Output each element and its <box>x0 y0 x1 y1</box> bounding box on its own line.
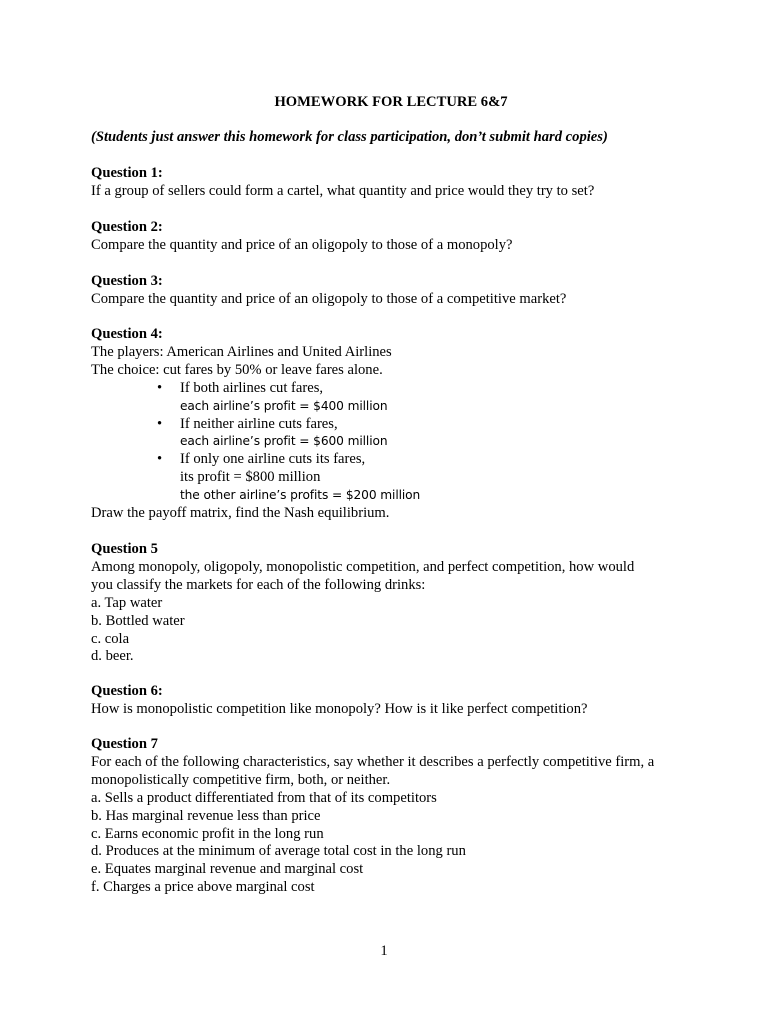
question-5-text-line-1: Among monopoly, oligopoly, monopolistic competition, and perfect competition, how would <box>91 558 635 575</box>
question-5 <box>91 541 691 666</box>
question-4-bullet-2 <box>91 416 691 452</box>
question-5-item-b: b. Bottled water <box>91 612 185 629</box>
question-7-item-b: b. Has marginal revenue less than price <box>91 807 321 824</box>
bullet-3-line-3: the other airline’s profits = $200 million <box>180 488 421 503</box>
document-subtitle: (Students just answer this homework for class participation, don’t submit hard copies) <box>91 129 608 145</box>
bullet-2-line-1: If neither airline cuts fares, <box>180 415 338 432</box>
question-7-item-a: a. Sells a product differentiated from that of its competitors <box>91 789 437 806</box>
bullet-1-line-2: each airline’s profit = $400 million <box>180 398 388 413</box>
question-7-item-f: f. Charges a price above marginal cost <box>91 879 315 896</box>
question-4-bullet-1 <box>91 380 691 416</box>
question-7-item-d: d. Produces at the minimum of average total cost in the long run <box>91 843 466 860</box>
question-7-item-e: e. Equates marginal revenue and marginal cost <box>91 861 364 878</box>
bullet-1-line-1: If both airlines cut fares, <box>180 379 324 396</box>
question-4-choice: The choice: cut fares by 50% or leave fares alone. <box>91 361 383 378</box>
question-3-text: Compare the quantity and price of an oligopoly to those of a competitive market? <box>91 290 567 307</box>
question-4 <box>91 326 691 523</box>
bullet-2-line-2: each airline’s profit = $600 million <box>180 434 388 449</box>
bullet-icon: • <box>157 415 163 432</box>
question-5-item-d: d. beer. <box>91 648 134 665</box>
question-7-item-c: c. Earns economic profit in the long run <box>91 825 324 842</box>
question-3 <box>91 273 691 309</box>
question-2 <box>91 219 691 255</box>
question-5-heading: Question 5 <box>91 541 158 557</box>
question-1 <box>91 165 691 201</box>
bullet-3-line-2: its profit = $800 million <box>180 469 321 486</box>
question-5-item-c: c. cola <box>91 630 130 647</box>
bullet-3-line-1: If only one airline cuts its fares, <box>180 451 366 468</box>
question-6-heading: Question 6: <box>91 683 163 699</box>
bullet-icon: • <box>157 451 163 468</box>
question-7-text-line-1: For each of the following characteristics, say whether it describes a perfectly competitive firm, a <box>91 753 655 770</box>
question-7-text-line-2: monopolistically competitive firm, both, or neither. <box>91 771 391 788</box>
question-1-heading: Question 1: <box>91 165 163 181</box>
question-5-item-a: a. Tap water <box>91 594 163 611</box>
question-4-players: The players: American Airlines and United Airlines <box>91 343 392 360</box>
question-5-text-line-2: you classify the markets for each of the following drinks: <box>91 576 426 593</box>
bullet-icon: • <box>157 379 163 396</box>
question-1-text: If a group of sellers could form a cartel, what quantity and price would they try to set? <box>91 182 595 199</box>
question-7-heading: Question 7 <box>91 736 158 752</box>
question-6-text: How is monopolistic competition like monopoly? How is it like perfect competition? <box>91 700 588 717</box>
question-2-text: Compare the quantity and price of an oligopoly to those of a monopoly? <box>91 236 513 253</box>
question-6 <box>91 683 691 719</box>
page-number: 1 <box>380 943 388 959</box>
question-4-bullet-3 <box>91 451 691 505</box>
question-4-heading: Question 4: <box>91 326 163 342</box>
question-7 <box>91 736 691 897</box>
document-title: HOMEWORK FOR LECTURE 6&7 <box>274 94 508 110</box>
question-4-instruction: Draw the payoff matrix, find the Nash equilibrium. <box>91 505 390 522</box>
question-2-heading: Question 2: <box>91 219 163 235</box>
question-3-heading: Question 3: <box>91 273 163 289</box>
